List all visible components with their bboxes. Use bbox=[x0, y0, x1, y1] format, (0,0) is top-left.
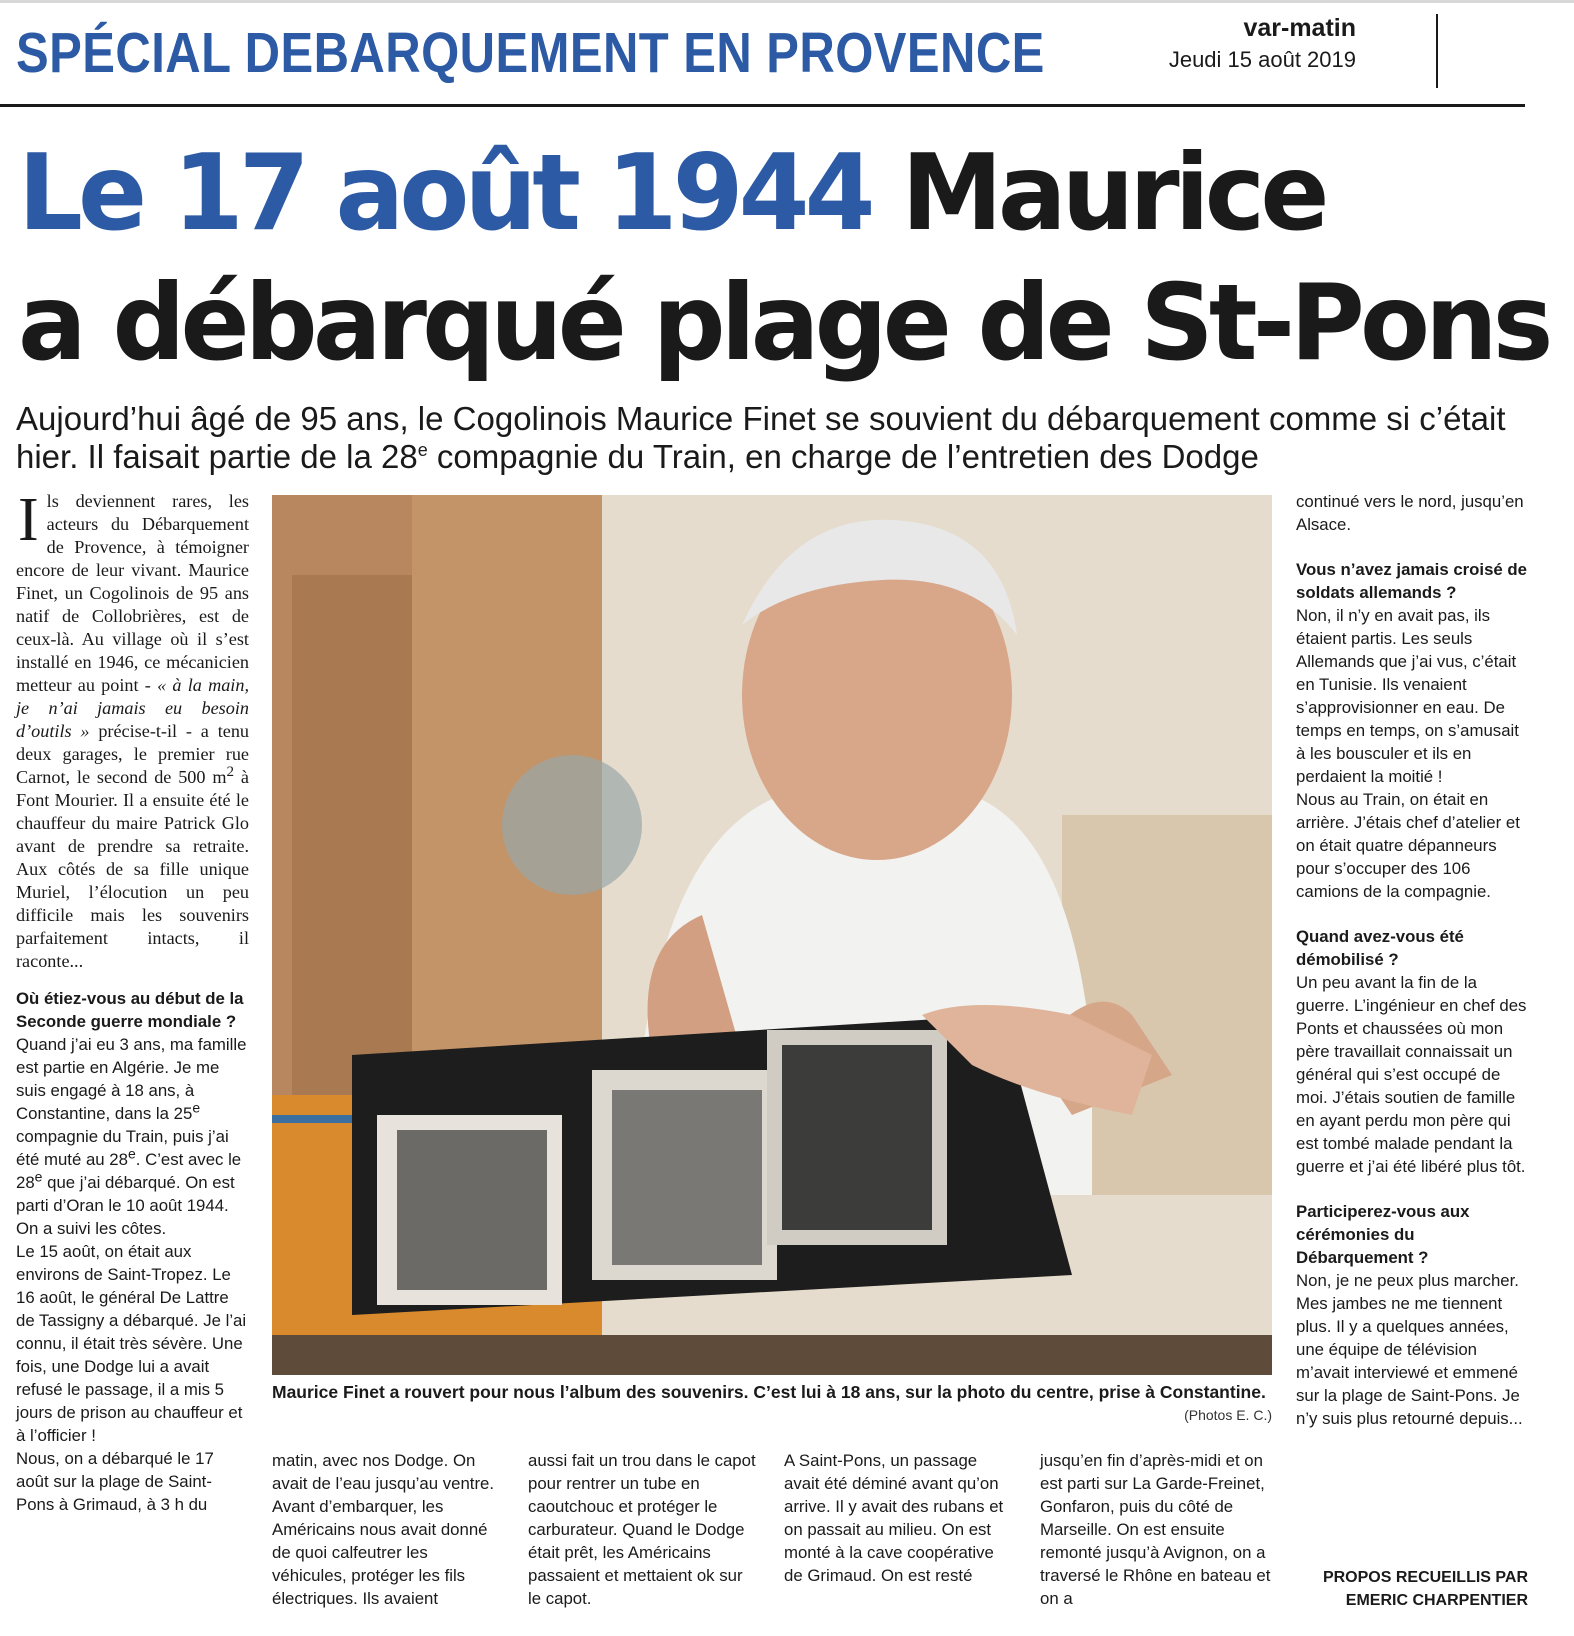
header-rule bbox=[0, 104, 1525, 107]
intro-quote: « à la main, je n’ai jamais eu besoin d’outils » bbox=[16, 675, 249, 741]
byline-line-1: PROPOS RECUEILLIS PAR bbox=[1322, 1569, 1528, 1586]
headline-name: Maurice bbox=[901, 132, 1325, 254]
headline-line2: a débarqué plage de St-Pons bbox=[18, 262, 1549, 384]
section-rubric: SPÉCIAL DEBARQUEMENT EN PROVENCE bbox=[16, 21, 1045, 85]
intro-text-1: ls deviennent rares, les acteurs du Débarquement de Provence, à témoigner encore de leur vivant. Maurice Finet, un Cogolinois de 95 ans natif de Collobrières, est de ceux-là. Au village où il s’est installé en 1946, ce mécanicien metteur au point - bbox=[16, 491, 249, 695]
question-2: Vous n’avez jamais croisé de soldats allemands ? bbox=[1296, 560, 1528, 602]
drop-cap: I bbox=[18, 486, 39, 554]
photo-illustration bbox=[272, 495, 1272, 1375]
intro-text-2: précise-t-il - a tenu deux garages, le premier rue Carnot, le second de 500 m bbox=[16, 721, 250, 787]
answer-1-text-d: que j’ai débarqué. On est parti d’Oran le 10 août 1944. On a suivi les côtes. bbox=[16, 1173, 235, 1238]
answer-1 bbox=[16, 1033, 249, 1240]
album-photo bbox=[272, 495, 1272, 1375]
answer-1-paragraph-2: Le 15 août, on était aux environs de Saint-Tropez. Le 16 août, le général De Lattre de Tassigny a débarqué. Je l’ai connu, il était très sévère. Une fois, une Dodge lui a avait refusé le passage, il a mis 5 jours de prison au chauffeur et à l’officier ! bbox=[16, 1242, 247, 1445]
headline bbox=[18, 128, 1549, 388]
question-4: Participerez-vous aux cérémonies du Débarquement ? bbox=[1296, 1202, 1470, 1267]
answer-2: Non, il n’y en avait pas, ils étaient partis. Les seuls Allemands que j’ai vus, c’était en Tunisie. Ils venaient s’approvisionner en eau. De temps en temps, on s’amusait à les bousculer et ils en perdaient la moitié ! bbox=[1296, 606, 1519, 786]
standfirst-text: Aujourd’hui âgé de 95 ans, le Cogolinois Maurice Finet se souvient du débarquement comme si c’était hier. Il faisait partie de la 28 bbox=[16, 400, 1506, 475]
answer-continuation: continué vers le nord, jusqu’en Alsace. bbox=[1296, 492, 1524, 534]
headline-date: Le 17 août 1944 bbox=[18, 132, 871, 254]
standfirst bbox=[16, 400, 1546, 476]
masthead bbox=[1169, 14, 1356, 73]
standfirst-text-end: compagnie du Train, en charge de l’entretien des Dodge bbox=[427, 438, 1259, 475]
column-1 bbox=[16, 486, 250, 1516]
intro-sup: 2 bbox=[226, 762, 235, 780]
answer-1-sup-b: e bbox=[127, 1145, 136, 1162]
answer-4: Non, je ne peux plus marcher. Mes jambes ne me tiennent plus. Il y a quelques années, une équipe de télévision m’avait interviewé et emmené sur la plage de Saint-Pons. Je n’y suis plus retourné depuis... bbox=[1296, 1271, 1523, 1428]
intro-text-3: à Font Mourier. Il a ensuite été le chauffeur du maire Patrick Glo avant de prendre sa retraite. Aux côtés de sa fille unique Muriel, l’élocution un peu difficile mais les souvenirs parfaitement intacts, il raconte... bbox=[16, 767, 249, 971]
column-2: matin, avec nos Dodge. On avait de l’eau jusqu’au ventre. Avant d’embarquer, les Américains nous avait donné de quoi calfeutrer les véhicules, protéger les fils électriques. Ils avaient bbox=[272, 1451, 495, 1608]
column-4: A Saint-Pons, un passage avait été déminé avant qu’on arrive. Il y avait des rubans et on passait au milieu. On est monté à la cave coopérative de Grimaud. On est resté bbox=[784, 1451, 1004, 1585]
newspaper-name: var-matin bbox=[1243, 14, 1356, 42]
photo-caption: Maurice Finet a rouvert pour nous l’album des souvenirs. C’est lui à 18 ans, sur la photo du centre, prise à Constantine. bbox=[272, 1382, 1266, 1402]
answer-2-paragraph-2: Nous au Train, on était en arrière. J’étais chef d’atelier et on était quatre dépanneurs pour s’occuper des 106 camions de la compagnie. bbox=[1296, 790, 1520, 901]
answer-3: Un peu avant la fin de la guerre. L’ingénieur en chef des Ponts et chaussées où mon père travaillait connaissait un général qui s’est occupé de moi. J’étais soutien de famille en ayant perdu mon père qui est tombé malade pendant la guerre et j’ai été libéré plus tôt. bbox=[1296, 973, 1527, 1176]
answer-1-text-a: Quand j’ai eu 3 ans, ma famille est partie en Algérie. Je me suis engagé à 18 ans, à Constantine, dans la 25 bbox=[16, 1035, 247, 1123]
column-right bbox=[1296, 490, 1528, 1430]
answer-1-paragraph-3: Nous, on a débarqué le 17 août sur la plage de Saint-Pons à Grimaud, à 3 h du bbox=[16, 1449, 214, 1514]
byline-line-2: EMERIC CHARPENTIER bbox=[1345, 1592, 1528, 1609]
answer-1-sup-c: e bbox=[34, 1168, 43, 1185]
photo-credit: (Photos E. C.) bbox=[1184, 1407, 1272, 1423]
standfirst-sup: e bbox=[417, 440, 428, 460]
masthead-divider bbox=[1436, 14, 1438, 88]
publication-date: Jeudi 15 août 2019 bbox=[1168, 47, 1356, 72]
answer-1-sup-a: e bbox=[192, 1099, 201, 1116]
byline bbox=[1296, 1566, 1528, 1612]
intro-paragraph bbox=[16, 486, 250, 973]
question-1: Où étiez-vous au début de la Seconde guerre mondiale ? bbox=[16, 989, 244, 1031]
column-5: jusqu’en fin d’après-midi et on est parti sur La Garde-Freinet, Gonfaron, puis du côté de Marseille. On est ensuite remonté jusqu’à Avignon, on a traversé le Rhône en bateau et on a bbox=[1040, 1451, 1271, 1608]
answer-1-text-c: . C’est avec le 28 bbox=[16, 1150, 242, 1192]
question-3: Quand avez-vous été démobilisé ? bbox=[1296, 927, 1464, 969]
answer-1-text-b: compagnie du Train, puis j’ai été muté au 28 bbox=[16, 1127, 229, 1169]
top-border bbox=[0, 0, 1574, 3]
column-3: aussi fait un trou dans le capot pour rentrer un tube en caoutchouc et protéger le carburateur. Quand le Dodge était prêt, les Américains passaient et mettaient ok sur le capot. bbox=[528, 1451, 756, 1608]
